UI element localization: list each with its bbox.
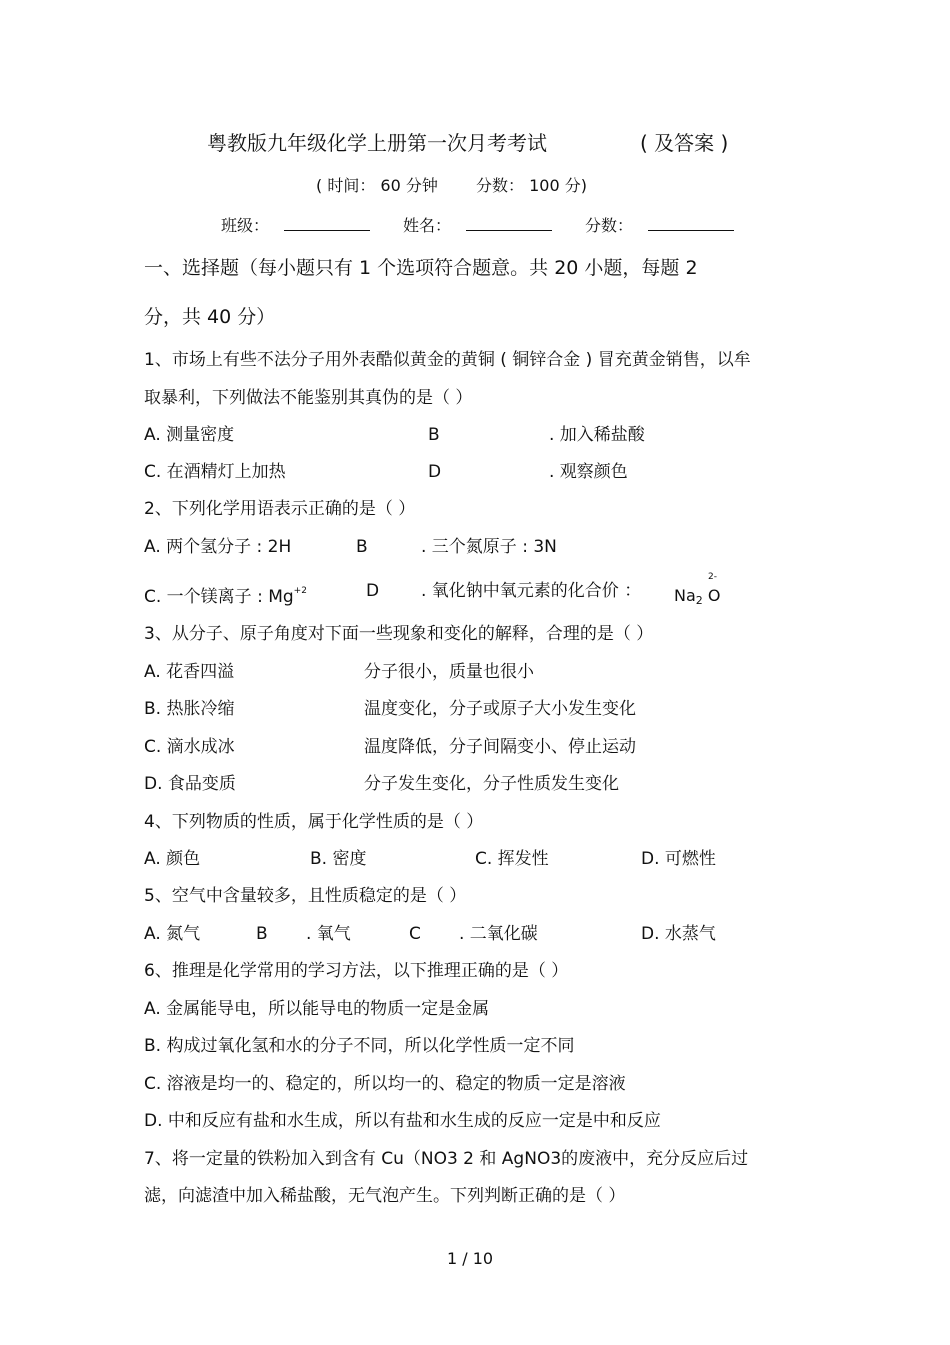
q6-option-a: A. 金属能导电，所以能导电的物质一定是金属 [144,999,490,1019]
name-field[interactable] [403,214,552,236]
q2-option-d: . 氧化钠中氧元素的化合价 ： [421,581,642,601]
q5-option-d: D. 水蒸气 [641,924,716,944]
formula-o: O [707,586,721,605]
name-label: 姓名： [403,216,452,235]
q4-option-c: C. 挥发性 [475,849,549,869]
class-label: 班级： [221,216,270,235]
q1-option-b: . 加入稀盐酸 [549,425,645,445]
question-1-stem-cont: 取暴利，下列做法不能鉴别其真伪的是（ ） [144,388,473,408]
class-blank[interactable] [284,214,370,231]
q4-option-a: A. 颜色 [144,849,201,869]
q1-option-a: A. 测量密度 [144,425,235,445]
q2-option-c [144,581,307,607]
magnesium-charge: +2 [293,586,307,596]
question-6-stem: 6、推理是化学常用的学习方法，以下推理正确的是（ ） [144,961,569,981]
section-heading: 一、选择题（每小题只有 1 个选项符合题意。共 20 小题，每题 2 [144,257,698,279]
question-7-stem-cont: 滤，向滤渣中加入稀盐酸，无气泡产生。下列判断正确的是（ ） [144,1186,626,1206]
exam-time: ( 时间： 60 分钟 [316,176,438,195]
q3-option-a-explanation: 分子很小，质量也很小 [364,662,534,682]
q3-option-b-explanation: 温度变化，分子或原子大小发生变化 [364,699,636,719]
question-2-stem: 2、下列化学用语表示正确的是（ ） [144,499,416,519]
q4-option-d: D. 可燃性 [641,849,716,869]
q3-option-c: C. 滴水成冰 [144,737,235,757]
exam-title-suffix: ( 及答案 ) [640,131,729,155]
question-7-stem: 7、将一定量的铁粉加入到含有 Cu（NO3 2 和 AgNO3的废液中，充分反应后过 [144,1149,749,1169]
q4-option-b: B. 密度 [310,849,367,869]
q3-option-d-explanation: 分子发生变化，分子性质发生变化 [364,774,619,794]
q5-option-c-letter: C [409,924,421,944]
q1-option-b-letter: B [428,425,440,445]
question-1-stem: 1、市场上有些不法分子用外表酷似黄金的黄铜 ( 铜锌合金 ) 冒充黄金销售，以牟 [144,350,751,370]
score-label: 分数： [585,216,634,235]
q5-option-b: . 氧气 [306,924,351,944]
section-heading-cont: 分，共 40 分） [144,306,276,328]
q6-option-c: C. 溶液是均一的、稳定的，所以均一的、稳定的物质一定是溶液 [144,1074,626,1094]
q3-option-c-explanation: 温度降低，分子间隔变小、停止运动 [364,737,636,757]
formula-na: Na [674,586,696,605]
q2-option-c-text: C. 一个镁离子 : Mg [144,587,294,607]
q3-option-d: D. 食品变质 [144,774,236,794]
q2-option-b: . 三个氮原子 : 3N [421,537,557,557]
q5-option-b-letter: B [256,924,268,944]
page-number: 1 / 10 [447,1249,494,1268]
question-4-stem: 4、下列物质的性质，属于化学性质的是（ ） [144,812,484,832]
formula-subscript: 2 [695,594,703,607]
class-field[interactable] [221,214,370,236]
q1-option-d: . 观察颜色 [549,462,628,482]
q5-option-a: A. 氮气 [144,924,201,944]
q2-option-b-letter: B [356,537,368,557]
q2-option-d-letter: D [366,581,380,601]
exam-total-score: 分数： 100 分) [476,176,587,195]
q6-option-d: D. 中和反应有盐和水生成，所以有盐和水生成的反应一定是中和反应 [144,1111,661,1131]
question-5-stem: 5、空气中含量较多，且性质稳定的是（ ） [144,886,467,906]
q1-option-d-letter: D [428,462,442,482]
q3-option-b: B. 热胀冷缩 [144,699,235,719]
q3-option-a: A. 花香四溢 [144,662,235,682]
q1-option-c: C. 在酒精灯上加热 [144,462,286,482]
name-blank[interactable] [466,214,552,231]
q6-option-b: B. 构成过氧化氢和水的分子不同，所以化学性质一定不同 [144,1036,575,1056]
score-field[interactable] [585,214,734,236]
q5-option-c: . 二氧化碳 [459,924,538,944]
q2-option-a: A. 两个氢分子 : 2H [144,537,292,557]
sodium-oxide-formula [674,586,720,611]
question-3-stem: 3、从分子、原子角度对下面一些现象和变化的解释，合理的是（ ） [144,624,654,644]
exam-title: 粤教版九年级化学上册第一次月考考试 [207,131,547,155]
oxygen-valence: 2- [708,572,717,582]
score-blank[interactable] [648,214,734,231]
